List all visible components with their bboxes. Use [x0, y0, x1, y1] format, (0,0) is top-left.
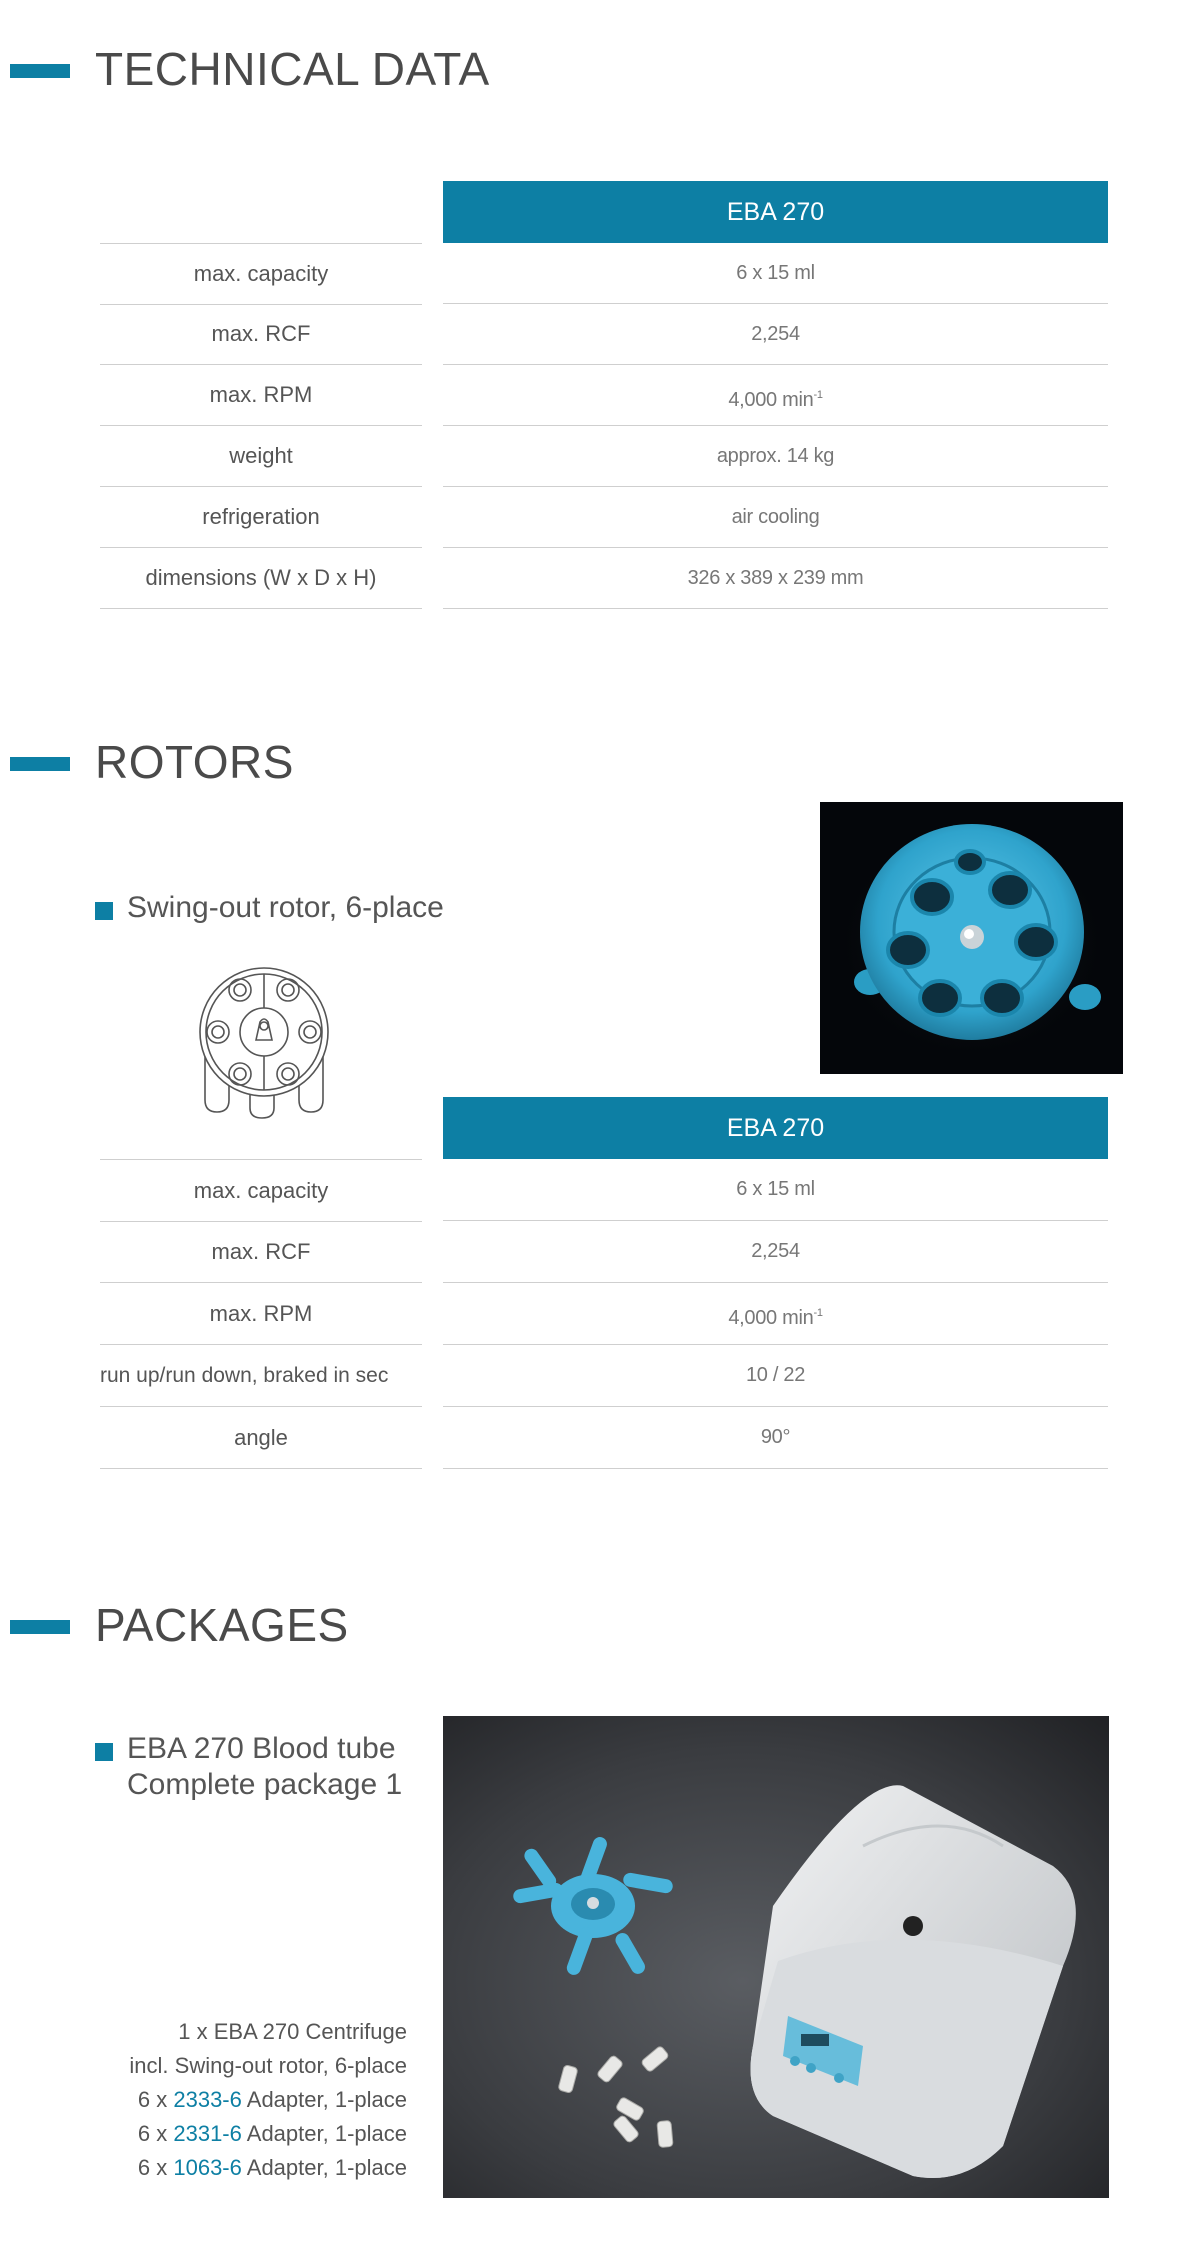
- table-row-value: 6 x 15 ml: [443, 1159, 1108, 1221]
- table-row-label: max. RPM: [100, 1283, 422, 1345]
- table-row-value: 4,000 $\min^{-1}$: [443, 1283, 1108, 1345]
- table-row-label: dimensions (W x D x H): [100, 548, 422, 609]
- list-item: incl. Swing-out rotor, 6-place: [129, 2053, 407, 2078]
- rotor-image: [820, 802, 1123, 1074]
- subsection-marker: [95, 902, 113, 920]
- rotor-table-header: EBA 270: [443, 1097, 1108, 1159]
- table-row-value: 326 x 389 x 239 mm: [443, 548, 1108, 609]
- technical-data-title: TECHNICAL DATA: [95, 43, 490, 95]
- table-row-value: 2,254: [443, 1221, 1108, 1283]
- article-number-link[interactable]: 2333-6: [173, 2087, 242, 2112]
- article-number-link[interactable]: 1063-6: [173, 2155, 242, 2180]
- section-marker: [10, 757, 70, 771]
- package-contents: [27, 2015, 407, 2185]
- table-row-value: 10 / 22: [443, 1345, 1108, 1407]
- centrifuge-package-image: [443, 1716, 1109, 2198]
- packages-title: PACKAGES: [95, 1599, 349, 1651]
- list-item: 1 x EBA 270 Centrifuge: [178, 2019, 407, 2044]
- technical-table-header: EBA 270: [443, 181, 1108, 243]
- table-row-label: angle: [100, 1407, 422, 1469]
- section-marker: [10, 64, 70, 78]
- table-row-label: max. capacity: [100, 1159, 422, 1222]
- table-row-value: air cooling: [443, 487, 1108, 548]
- list-item: 6 x 2331-6 Adapter, 1-place: [137, 2121, 407, 2146]
- table-row-label: max. capacity: [100, 243, 422, 305]
- table-row-value: 4,000 $\min^{-1}$: [443, 365, 1108, 426]
- table-row-value: 2,254: [443, 304, 1108, 365]
- table-row-label: max. RCF: [100, 304, 422, 365]
- table-row-label: max. RCF: [100, 1221, 422, 1283]
- subsection-marker: [95, 1743, 113, 1761]
- section-marker: [10, 1620, 70, 1634]
- rotors-title: ROTORS: [95, 736, 294, 788]
- rotor-diagram-icon: [190, 960, 340, 1120]
- rotor-photo: [820, 802, 1123, 1074]
- package-photo: [443, 1716, 1109, 2198]
- package-subtitle: EBA 270 Blood tube Complete package 1: [127, 1732, 403, 1801]
- list-item: 6 x 1063-6 Adapter, 1-place: [137, 2155, 407, 2180]
- table-row-label: max. RPM: [100, 365, 422, 426]
- table-row-label: refrigeration: [100, 487, 422, 548]
- table-row-label: weight: [100, 426, 422, 487]
- table-row-value: 6 x 15 ml: [443, 243, 1108, 304]
- list-item: 6 x 2333-6 Adapter, 1-place: [137, 2087, 407, 2112]
- table-row-value: approx. 14 kg: [443, 426, 1108, 487]
- table-row-value: 90°: [443, 1407, 1108, 1469]
- rotor-subtitle: Swing-out rotor, 6-place: [127, 891, 444, 924]
- article-number-link[interactable]: 2331-6: [173, 2121, 242, 2146]
- table-row-label: run up/run down, braked in sec: [100, 1345, 422, 1407]
